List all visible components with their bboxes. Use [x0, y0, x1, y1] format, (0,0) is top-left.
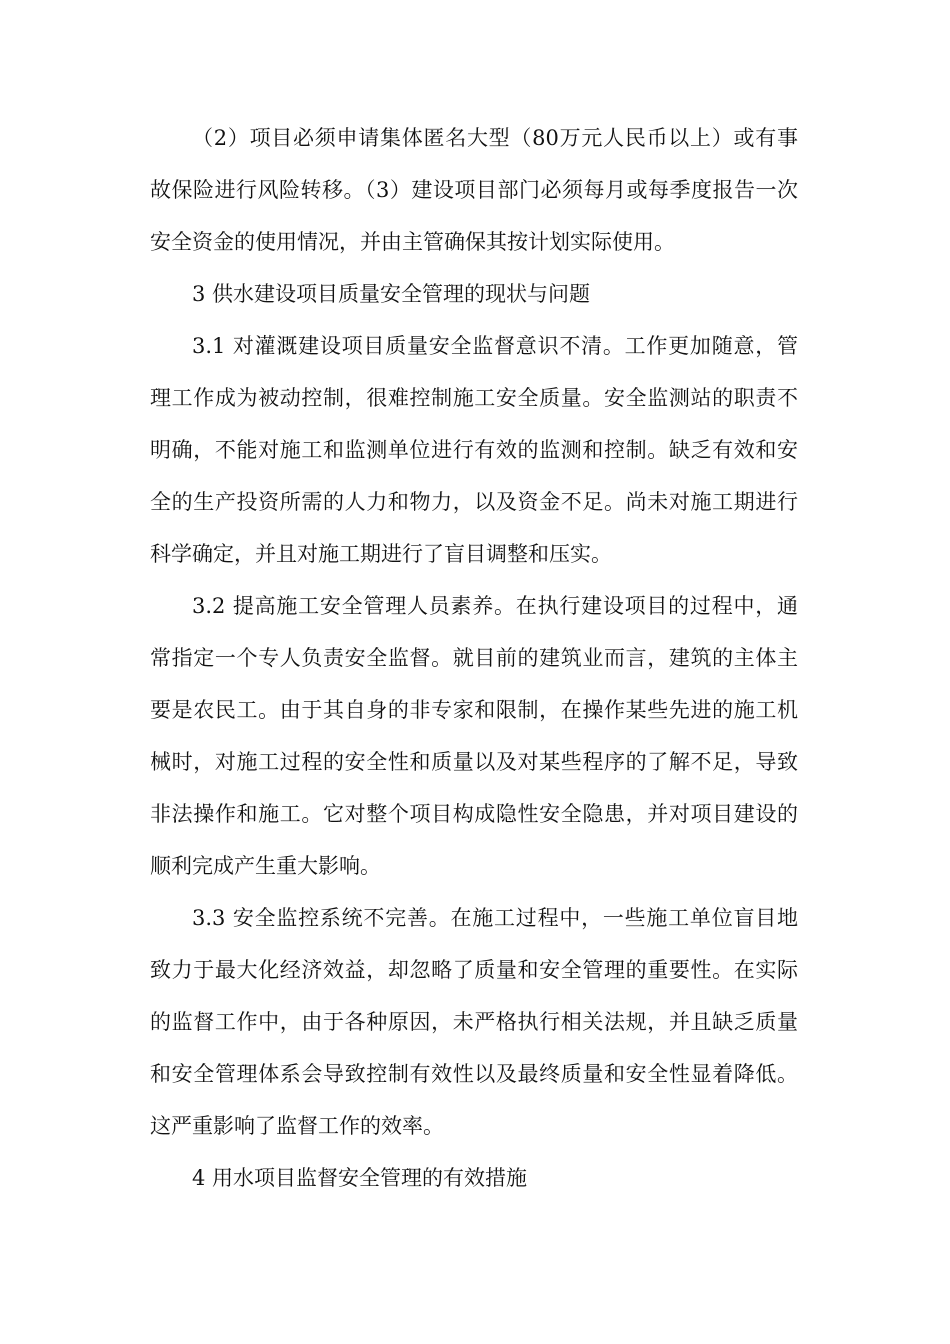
document-page — [150, 112, 798, 1204]
paragraph-3-1: 3.1 对灌溉建设项目质量安全监督意识不清。工作更加随意，管理工作成为被动控制，很难控制施工安全质量。安全监测站的职责不明确，不能对施工和监测单位进行有效的监测和控制。缺乏有效和安全的生产投资所需的人力和物力，以及资金不足。尚未对施工期进行科学确定，并且对施工期进行了盲目调整和压实。 — [150, 334, 798, 566]
paragraph-3-2: 3.2 提高施工安全管理人员素养。在执行建设项目的过程中，通常指定一个专人负责安全监督。就目前的建筑业而言，建筑的主体主要是农民工。由于其自身的非专家和限制，在操作某些先进的施工机械时，对施工过程的安全性和质量以及对某些程序的了解不足，导致非法操作和施工。它对整个项目构成隐性安全隐患，并对项目建设的顺利完成产生重大影响。 — [150, 594, 798, 878]
section-heading-4: 4 用水项目监督安全管理的有效措施 — [192, 1166, 528, 1190]
paragraph-3-3: 3.3 安全监控系统不完善。在施工过程中，一些施工单位盲目地致力于最大化经济效益，却忽略了质量和安全管理的重要性。在实际的监督工作中，由于各种原因，未严格执行相关法规，并且缺乏质量和安全管理体系会导致控制有效性以及最终质量和安全性显着降低。这严重影响了监督工作的效率。 — [150, 906, 798, 1138]
paragraph-insurance-funds: （2）项目必须申请集体匿名大型（80万元人民币以上）或有事故保险进行风险转移。（3）建设项目部门必须每月或每季度报告一次安全资金的使用情况，并由主管确保其按计划实际使用。 — [150, 126, 798, 254]
section-heading-3: 3 供水建设项目质量安全管理的现状与问题 — [192, 282, 591, 306]
